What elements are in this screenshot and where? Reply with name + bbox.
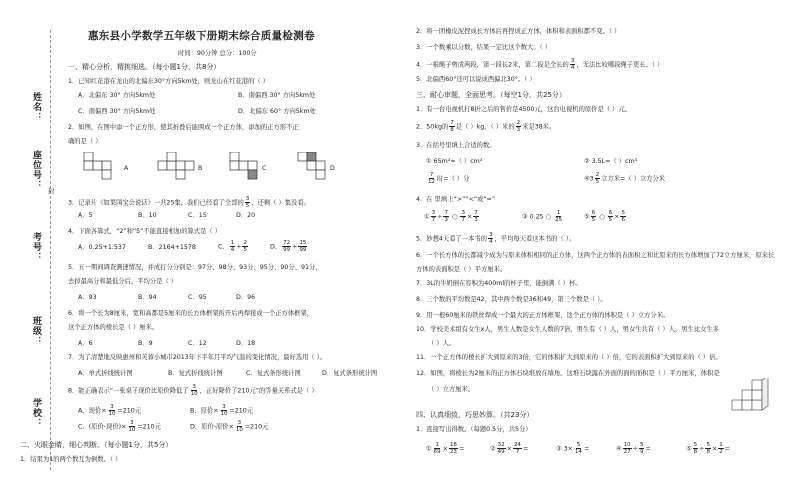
compare-1: ① $\frac{3}{7}$ ÷ $\frac{7}{3}$ ○ $\frac{3}{7}$ × $\frac{7}{3}$ <box>424 210 478 223</box>
cube-stack-icon <box>730 378 778 416</box>
question-2-cont: 确的是（ ） <box>68 138 102 145</box>
fill-question-6-cont: 方体的表面积是（ ）平方厘米。 <box>416 266 507 273</box>
fill-question-5: 5．妙想4天看了一本书的 $\frac{3}{4}$ ，平均每天看这本书的（ ）。 <box>416 232 576 245</box>
binding-line <box>50 30 51 470</box>
q5-option-a: A．93 <box>78 294 97 301</box>
exam-meta: 时间：90分钟 总分：100分 <box>178 50 257 57</box>
question-4: 4．下面各算式，“2”和“5”不能直接相加的算式是（ ） <box>68 228 222 235</box>
q5-option-c: C．95 <box>188 294 207 301</box>
question-8: 8．能正确表示“一张桌子现价比原价降低了 $\frac{3}{10}$ ，正好降价了210元”的等量关系式是（ ） <box>68 384 318 397</box>
q8-option-b: B．原价× $\frac{3}{10}$ =210元 <box>190 404 254 417</box>
fill-question-4: 4．在 里填上“>”“<”或“=” <box>416 196 496 203</box>
class-label: 班级： <box>31 316 41 346</box>
q1-option-a: A．北偏东 30° 方向5km处 <box>78 92 156 99</box>
q6-option-a: A．6 <box>78 340 93 347</box>
judge-question-1: 1．结果为1的两个数互为倒数。（ ） <box>20 456 122 463</box>
q3-option-d: D．20 <box>236 212 256 219</box>
q7-option-d: D．复式条形统计图 <box>322 370 378 377</box>
q4-option-c: C． $\frac{1}{4}$ + $\frac{2}{5}$ <box>218 240 247 253</box>
section-1-heading: 一、精心分析，精挑细选。（每小题1分，共8分） <box>68 63 221 71</box>
fill-question-9: 9．用一根60厘米的铁丝焊成一个最大的正方体框架，这个正方体的体积是（ ）立方分米。 <box>416 312 670 319</box>
exam-number-label: 考号： <box>31 232 41 262</box>
page-title: 惠东县小学数学五年级下册期末综合质量检测卷 <box>88 30 315 42</box>
q3-option-b: B．10 <box>138 212 157 219</box>
cube-net-figures <box>78 152 368 190</box>
q5-option-d: D．96 <box>236 294 256 301</box>
question-1: 1．已知红花港在龙山的北偏东30°方向5km处，则龙山在红花港的（ ） <box>68 78 269 85</box>
seal-label: 封 <box>48 188 55 195</box>
fill-3-item-1: ① 65m³=（ ）cm³ <box>426 158 483 165</box>
question-5: 5．五一期间调查测速情况，并成打分分别是：97分、98分、93分、95分、90分、91分， <box>68 264 322 271</box>
question-6-cont: 这个正方体的棱长是（ ）厘米。 <box>68 324 159 331</box>
calc-item-4: ④ $\frac{10}{27}$ ÷ $\frac{5}{9}$ = <box>616 442 651 455</box>
q4-option-d: D． $\frac{72}{99}$ + $\frac{15}{99}$ <box>270 240 307 253</box>
fill-question-12: 12．如图，将棱长为2厘米的正方体石块堆放在墙角。这堆石块露在外面的面的面积是（ ）平方厘米，体积是 <box>416 370 720 377</box>
q6-option-c: C．12 <box>188 340 207 347</box>
q3-option-a: A．5 <box>78 212 93 219</box>
fill-question-1: 1．有一台电视机打8折之后的售价是4500元，这台电视机的原价是（ ）元。 <box>416 106 631 113</box>
fill-question-12-cont: （ ）立方厘米。 <box>428 386 475 393</box>
calc-item-3: ③ 3× $\frac{5}{14}$ = <box>556 442 590 455</box>
fill-question-3: 3．在括号里填上合适的数。 <box>416 142 496 149</box>
fill-question-2: 2．50kg的 $\frac{7}{8}$ 是（ ）kg，（ ）米的 $\frac{2}{3}$ 米是38米。 <box>416 120 556 133</box>
fill-question-10-cont: （ ）人。 <box>428 340 456 347</box>
net-b <box>158 152 194 179</box>
fill-3-item-4: ④3 $\frac{2}{5}$ 立方米=（ ）立方分米 <box>584 172 666 185</box>
school-label: 学校： <box>31 398 41 428</box>
net-d <box>298 152 325 179</box>
question-2: 2．如图，在图中添一个正方形，使其折叠后能围成一个正方体，添加的正方形不正 <box>68 124 299 131</box>
judge-question-2: 2．将一团橡皮泥捏成长方体后再捏成正方体，体积和表面积都不变。（ ） <box>416 28 621 35</box>
net-a <box>84 152 111 179</box>
question-5-cont: 去掉最高分和最低分后，平均分是（ ） <box>68 278 178 285</box>
net-label-c: C <box>262 165 267 172</box>
calc-question-1: 1．直接写出得数。（每题0.5分，共5分） <box>416 426 532 433</box>
question-3: 3．记录片《如果国宝会说话》一共25集，我们已经看了全部的 $\frac{3}{5}$ ，还剩（ ）集没看。 <box>68 196 310 209</box>
q4-option-a: A．0.25+1.537 <box>78 244 126 251</box>
judge-question-3: 3．一个数乘以分数，结果一定比这个数大。（ ） <box>416 44 552 51</box>
q3-option-c: C．15 <box>188 212 207 219</box>
q6-option-d: D．18 <box>236 340 256 347</box>
question-7: 7．为了清楚地反映惠州和芙蓉小城市2013年下半年月平均气温的变化情况，最好选用（ ）。 <box>68 354 327 361</box>
net-c <box>230 152 257 179</box>
q7-option-a: A．单式折线统计图 <box>78 370 133 377</box>
fill-question-8: 8．三个数的平均数是42，其中两个数是36和49，第三个数是（ ）。 <box>416 296 607 303</box>
compare-3: ⑤ $\frac{6}{5}$ ○ $\frac{6}{5}$ × $\frac{5}{6}$ <box>584 210 625 223</box>
calc-item-1: ① $\frac{1}{69}$ × $\frac{18}{23}$ = <box>426 442 465 455</box>
q8-option-d: D．原价-原价× $\frac{3}{10}$ =210元 <box>190 420 269 433</box>
calc-item-2: ② $\frac{32}{49}$ × $\frac{24}{7}$ = <box>490 442 529 455</box>
seat-label: 座位号： <box>31 150 41 190</box>
q8-option-a: A．现价× $\frac{3}{10}$ =210元 <box>78 404 142 417</box>
name-label: 姓名： <box>31 92 41 122</box>
section-2-heading: 二、火眼金睛，细心判断。（每小题1分，共5分） <box>20 441 173 449</box>
fill-question-11: 11．一个正方体的棱长扩大到原来的3倍，它的体积扩大到原来的（ ）倍，它的表面积扩大到原来的（ ）倍。 <box>416 354 722 361</box>
q5-option-b: B．94 <box>138 294 157 301</box>
judge-question-5: 5．北偏西60°还可以说成西偏北30°。（ ） <box>416 76 536 83</box>
fill-3-item-2: ② 3.5L=（ ）cm³ <box>584 158 638 165</box>
calc-item-5: ⑤ $\frac{5}{8}$ ÷ $\frac{5}{8}$ × $\frac{1}{2}$ = <box>686 442 730 455</box>
fill-question-6: 6．一个长方体的长都减少成为与原来体积相同的正方体，这两个正方体的表面积之和比原来的长方体增加了72立方厘米，原来长 <box>416 252 775 259</box>
judge-question-4: 4．一根绳子剪成两段，第一段长2米，第二段是全长的 $\frac{3}{4}$ ，无法比较哪段绳子更长。（ ） <box>416 58 664 71</box>
fill-question-10: 10．学校美术组有女生x人，男生人数是女生人数的7倍，男生有（ ）人，男女生共有（ ）人，男生比女生多 <box>416 326 720 333</box>
section-3-heading: 三、耐心审题，全面思考。（每空1分，共25分） <box>416 91 566 99</box>
section-4-heading: 四、认真细致，巧思妙算。（共23分） <box>416 411 534 419</box>
net-label-b: B <box>198 165 203 172</box>
fill-question-7: 7．3L的牛奶倒在容积为400ml的杯子里，能倒满（ ）杯。 <box>416 280 582 287</box>
q7-option-c: C．复式条形统计图 <box>246 370 301 377</box>
compare-2: ③ 0.25 ○ $\frac{1}{25}$ <box>522 210 563 223</box>
q1-option-b: B．南偏西 30° 方向5km处 <box>238 92 316 99</box>
q8-option-c: C．(原价-现价)× $\frac{3}{10}$ =210元 <box>78 420 161 433</box>
q6-option-b: B．9 <box>138 340 153 347</box>
net-label-d: D <box>330 165 335 172</box>
q1-option-d: D．北偏东 60° 方向5km处 <box>238 108 316 115</box>
fill-3-item-3: $\frac{7}{12}$ 时=（ ）分 <box>428 172 470 185</box>
question-6: 6．将一个长为8厘米，宽和高都是5厘米的长方体框架拆开后再焊接成一个正方体框架， <box>68 310 314 317</box>
q1-option-c: C．南偏西 30° 方向5km处 <box>78 108 156 115</box>
net-label-a: A <box>124 165 129 172</box>
q4-option-b: B．2164+1578 <box>148 244 196 251</box>
q7-option-b: B．复式折线统计图 <box>168 370 223 377</box>
